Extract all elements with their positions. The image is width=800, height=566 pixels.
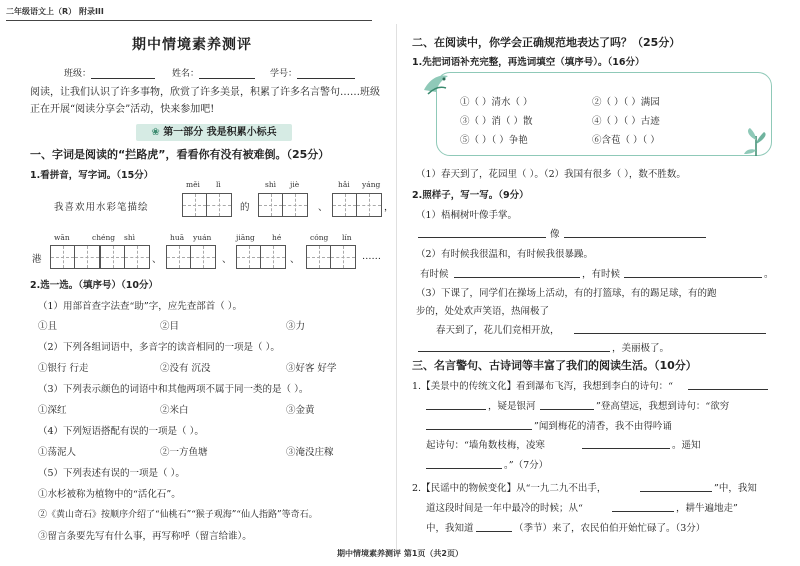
s3-q2-line6: （季节）来了，农民伯伯开始忙碌了。（3分）	[514, 523, 706, 534]
option[interactable]: ②米白	[160, 405, 189, 416]
example-2: （2）有时候我很温和，有时候我很暴躁。	[416, 249, 594, 260]
pinyin: jiè	[290, 180, 300, 189]
option[interactable]: ①荡泥人	[38, 447, 77, 458]
part-label: 第一部分 我是积累小标兵	[163, 127, 277, 138]
section3-title: 三、名言警句、古诗词等丰富了我们的阅读生活。（10分）	[412, 359, 697, 372]
q2-stem-4: （4）下列短语搭配有误的一项是（ ）。	[38, 426, 204, 437]
part-banner	[136, 124, 292, 141]
name-field[interactable]	[172, 66, 255, 79]
flower-icon: ❀	[151, 127, 160, 138]
page-footer: 期中情境素养测评 第1页（共2页）	[337, 549, 463, 558]
s3-q2-line4: ，耕牛遍地走”	[676, 503, 738, 514]
s3-q1-line5: 起诗句：“墙角数枝梅，凌寒	[426, 440, 545, 451]
option[interactable]: ③留言条要先写有什么事，再写称呼（留言给谁）。	[38, 531, 252, 542]
option[interactable]: ①银行 行走	[38, 363, 89, 374]
example-3-line2: 步的，处处欢声笑语，热闹极了	[416, 306, 550, 317]
answer-line[interactable]	[564, 226, 706, 238]
pinyin: hé	[272, 233, 282, 242]
q2-label: 2.选一选。（填序号）（10分）	[30, 280, 158, 291]
header-rule	[6, 20, 372, 21]
char-grid[interactable]	[258, 193, 308, 217]
class-field[interactable]	[64, 66, 155, 79]
word-item[interactable]: ①（ ）清水（ ）	[460, 97, 533, 108]
option[interactable]: ②一方鱼塘	[160, 447, 208, 458]
example-2-end: 。	[764, 269, 774, 280]
id-label: 学号：	[270, 69, 298, 79]
example-3-line1: （3）下课了，同学们在操场上活动，有的打篮球，有的踢足球，有的跑	[416, 288, 717, 299]
sentence-start: 我喜欢用水彩笔描绘	[54, 202, 149, 213]
char-grid[interactable]	[50, 245, 100, 269]
pinyin: huā	[170, 233, 185, 242]
char-grid[interactable]	[182, 193, 232, 217]
answer-line[interactable]	[426, 418, 532, 430]
sentence-sep: 、	[222, 254, 232, 265]
example-2-prefix: 有时候	[420, 269, 449, 280]
example-1: （1）梧桐树叶像手掌。	[416, 210, 518, 221]
s3-q2-line3: 道这段时间是一年中最冷的时候；从“	[426, 503, 583, 514]
char-grid[interactable]	[306, 245, 356, 269]
pinyin: jiāng	[236, 233, 255, 242]
answer-line[interactable]	[418, 226, 546, 238]
answer-line[interactable]	[540, 398, 594, 410]
word-item[interactable]: ⑥含苞（ ）（ ）	[592, 135, 660, 146]
example-2-mid: ，有时候	[582, 269, 621, 280]
char-grid[interactable]	[332, 193, 382, 217]
pinyin: shì	[265, 180, 277, 189]
q2-stem-1: （1）用部首查字法查“助”字，应先查部首（ ）。	[38, 301, 243, 312]
pinyin: lín	[342, 233, 352, 242]
answer-line[interactable]	[688, 378, 768, 390]
answer-line[interactable]	[454, 266, 580, 278]
pinyin: yuán	[193, 233, 212, 242]
s3-q1-line3: ”登高望远，我想到诗句：“欲穷	[596, 401, 730, 412]
s3-q1-line7: 。”（7分）	[504, 460, 549, 471]
option[interactable]: ②没有 沉没	[160, 363, 211, 374]
char-grid[interactable]	[166, 245, 216, 269]
blank-word: 像	[550, 229, 560, 240]
fill-sentence: （1）春天到了，花园里（ ）。（2）我国有很多（ ），数不胜数。	[416, 169, 686, 180]
q1-label: 1.看拼音，写字词。（15分）	[30, 170, 154, 181]
example-3-end: ，美丽极了。	[612, 343, 670, 354]
sentence-end: ……	[362, 251, 381, 262]
word-item[interactable]: ④（ ）（ ）古迹	[592, 116, 660, 127]
example-3-fill: 春天到了，花儿们竞相开放，	[436, 325, 560, 336]
s3-q2-line1: 2.【民谣中的物候变化】从“一九二九不出手，	[412, 483, 607, 494]
answer-line[interactable]	[612, 500, 674, 512]
q2-stem-2: （2）下列各组词语中，多音字的读音相同的一项是（ ）。	[38, 342, 280, 353]
page-title: 期中情境素养测评	[132, 37, 252, 53]
intro-text: 阅读，让我们认识了许多事物，欣赏了许多美景，积累了许多名言警句……班级正在开展“阅读分享会”活动，快来参加吧!	[30, 87, 380, 115]
s3-q2-line2: ”中，我知	[714, 483, 757, 494]
pinyin: yáng	[362, 180, 381, 189]
option[interactable]: ①水杉被称为植物中的“活化石”。	[38, 489, 181, 500]
grade-tag: 二年级语文上（R） 附录III	[6, 7, 104, 16]
word-item[interactable]: ⑤（ ）（ ）争艳	[460, 135, 528, 146]
bird-decoration-icon	[420, 70, 452, 100]
section2-title: 二、在阅读中，你学会正确规范地表达了吗？（25分）	[412, 36, 681, 49]
option[interactable]: ③力	[286, 321, 306, 332]
pinyin: hǎi	[338, 180, 350, 189]
option[interactable]: ③淹没庄稼	[286, 447, 334, 458]
option[interactable]: ①深红	[38, 405, 67, 416]
pinyin: lì	[216, 180, 221, 189]
pinyin: wān	[54, 233, 70, 242]
s2-q1-label: 1.先把词语补充完整，再选词填空（填序号）。（16分）	[412, 57, 645, 68]
sentence-sep: 、	[152, 254, 162, 265]
column-divider	[396, 24, 397, 552]
option[interactable]: ②目	[160, 321, 180, 332]
sentence-connector: 的	[240, 202, 250, 213]
char-grid[interactable]	[236, 245, 286, 269]
option[interactable]: ③金黄	[286, 405, 315, 416]
s3-q1-line2: ，疑是银河	[488, 401, 536, 412]
sentence-sep: 、	[290, 254, 300, 265]
pinyin: cóng	[310, 233, 329, 242]
section1-title: 一、字词是阅读的“拦路虎”，看看你有没有被难倒。（25分）	[30, 148, 330, 161]
s2-q2-label: 2.照样子，写一写。（9分）	[412, 190, 529, 201]
answer-line[interactable]	[426, 457, 502, 469]
answer-line[interactable]	[418, 340, 610, 352]
answer-line[interactable]	[476, 520, 512, 532]
s3-q1-line6: 。遥知	[672, 440, 701, 451]
plant-decoration-icon	[740, 126, 774, 158]
answer-line[interactable]	[624, 266, 762, 278]
option[interactable]: ③好客 好学	[286, 363, 337, 374]
name-label: 姓名：	[172, 69, 200, 79]
char-grid[interactable]	[100, 245, 150, 269]
id-field[interactable]	[270, 66, 355, 79]
s3-q2-line5: 中，我知道	[426, 523, 474, 534]
class-label: 班级：	[64, 69, 92, 79]
pinyin: měi	[186, 180, 200, 189]
q2-stem-3: （3）下列表示颜色的词语中和其他两项不属于同一类的是（ ）。	[38, 384, 309, 395]
sentence-start: 港	[32, 254, 42, 265]
option[interactable]: ①且	[38, 321, 58, 332]
q2-stem-5: （5）下列表述有误的一项是（ ）。	[38, 468, 185, 479]
sentence-sep: 、	[318, 202, 328, 213]
answer-line[interactable]	[640, 480, 712, 492]
pinyin: shì	[124, 233, 136, 242]
pinyin: chéng	[92, 233, 116, 242]
answer-line[interactable]	[426, 398, 486, 410]
sentence-sep: ，	[384, 202, 394, 213]
s3-q1-line4: ”闻到梅花的清香，我不由得吟诵	[534, 421, 672, 432]
s3-q1-line1: 1.【美景中的传统文化】看到瀑布飞泻，我想到李白的诗句：“	[412, 381, 673, 392]
word-item[interactable]: ③（ ）消（ ）散	[460, 116, 533, 127]
option[interactable]: ②《黄山奇石》按顺序介绍了“仙桃石”“猴子观海”“仙人指路”等奇石。	[38, 510, 318, 520]
answer-line[interactable]	[574, 322, 766, 334]
answer-line[interactable]	[582, 437, 670, 449]
word-item[interactable]: ②（ ）（ ）满园	[592, 97, 660, 108]
